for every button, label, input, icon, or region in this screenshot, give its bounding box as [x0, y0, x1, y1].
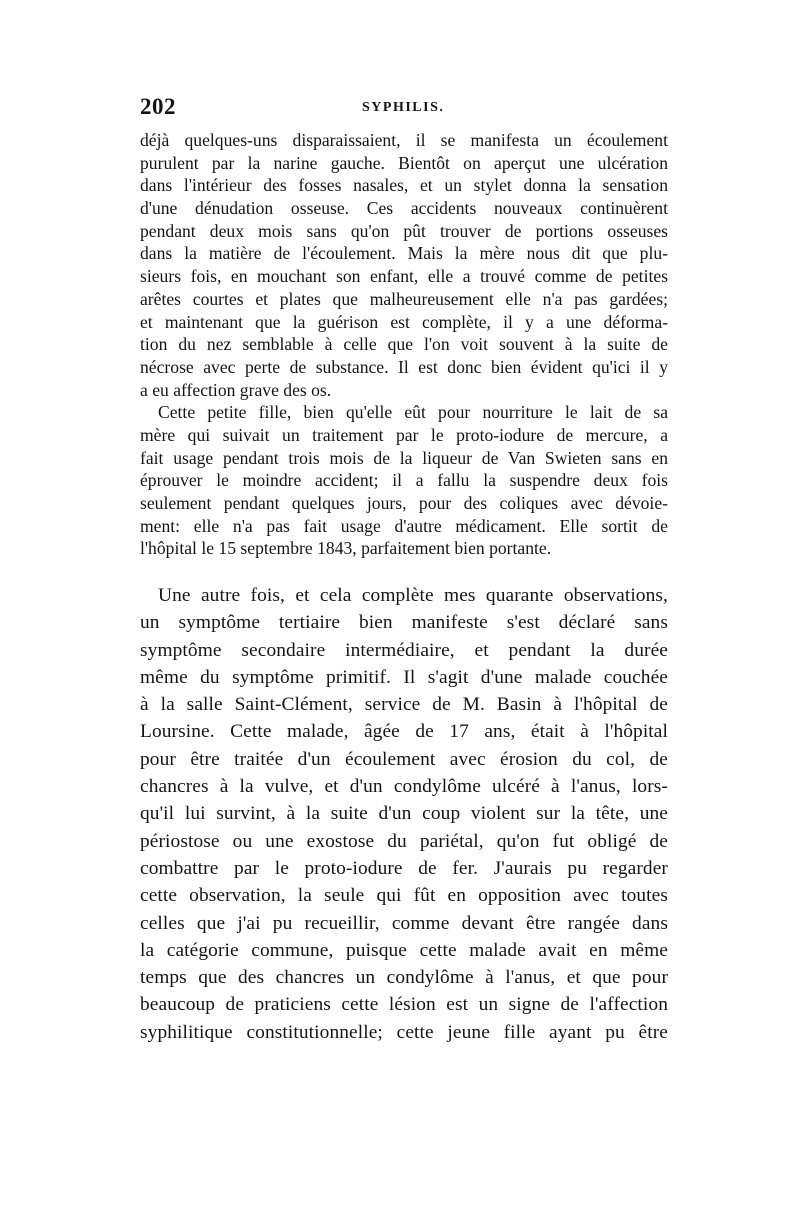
text-line: un symptôme tertiaire bien manifeste s'est déclaré sans: [140, 612, 668, 634]
text-line: pour être traitée d'un écoulement avec érosion du col, de: [140, 748, 668, 770]
text-line: a eu affection grave des os.: [140, 379, 332, 400]
small-text-block: [140, 129, 668, 560]
text-line: à la salle Saint-Clément, service de M. Basin à l'hôpital de: [140, 694, 668, 716]
text-line: Loursine. Cette malade, âgée de 17 ans, était à l'hôpital: [140, 721, 668, 743]
text-line: combattre par le proto-iodure de fer. J'aurais pu regarder: [140, 857, 668, 879]
text-line: beaucoup de praticiens cette lésion est un signe de l'affection: [140, 994, 668, 1016]
running-head: SYPHILIS.: [362, 100, 445, 115]
text-line: chancres à la vulve, et d'un condylôme ulcéré à l'anus, lors-: [140, 776, 668, 798]
page-number: 202: [140, 94, 176, 119]
text-line: l'hôpital le 15 septembre 1843, parfaitement bien portante.: [140, 538, 552, 559]
text-line: mère qui suivait un traitement par le proto-iodure de mercure, a: [140, 424, 668, 445]
large-text-block: [140, 582, 668, 1046]
text-line: éprouver le moindre accident; il a fallu la suspendre deux fois: [140, 470, 668, 491]
text-line: la catégorie commune, puisque cette malade avait en même: [140, 939, 668, 961]
text-line: purulent par la narine gauche. Bientôt on aperçut une ulcération: [140, 152, 668, 173]
text-line: cette observation, la seule qui fût en opposition avec toutes: [140, 885, 668, 907]
text-line: temps que des chancres un condylôme à l'anus, et que pour: [140, 967, 668, 989]
text-line: sieurs fois, en mouchant son enfant, elle a trouvé comme de petites: [140, 266, 668, 287]
text-line: Cette petite fille, bien qu'elle eût pour nourriture le lait de sa: [158, 402, 668, 423]
text-line: seulement pendant quelques jours, pour des coliques avec dévoie-: [140, 493, 668, 513]
text-line: arêtes courtes et plates que malheureusement elle n'a pas gardées;: [140, 288, 668, 309]
text-line: qu'il lui survint, à la suite d'un coup violent sur la tête, une: [140, 803, 668, 825]
text-line: déjà quelques-uns disparaissaient, il se manifesta un écoulement: [140, 130, 668, 150]
text-line: dans l'intérieur des fosses nasales, et un stylet donna la sensation: [140, 175, 668, 196]
text-line: ment: elle n'a pas fait usage d'autre médicament. Elle sortit de: [140, 515, 668, 536]
page-header: [140, 94, 670, 124]
text-line: syphilitique constitutionnelle; cette jeune fille ayant pu être: [140, 1021, 668, 1043]
text-line: et maintenant que la guérison est complète, il y a une déforma-: [140, 311, 668, 332]
text-line: nécrose avec perte de substance. Il est donc bien évident qu'ici il y: [140, 356, 668, 377]
text-line: tion du nez semblable à celle que l'on voit souvent à la suite de: [140, 334, 668, 355]
text-line: périostose ou une exostose du pariétal, qu'on fut obligé de: [140, 830, 668, 852]
text-line: d'une dénudation osseuse. Ces accidents nouveaux continuèrent: [140, 198, 668, 219]
text-line: symptôme secondaire intermédiaire, et pendant la durée: [140, 639, 668, 661]
text-line: pendant deux mois sans qu'on pût trouver de portions osseuses: [140, 220, 668, 241]
text-line: celles que j'ai pu recueillir, comme devant être rangée dans: [140, 912, 668, 934]
text-line: même du symptôme primitif. Il s'agit d'une malade couchée: [140, 666, 668, 688]
text-line: dans la matière de l'écoulement. Mais la mère nous dit que plu-: [140, 243, 668, 264]
text-line: Une autre fois, et cela complète mes quarante observations,: [158, 585, 668, 606]
text-line: fait usage pendant trois mois de la liqueur de Van Swieten sans en: [140, 447, 668, 468]
